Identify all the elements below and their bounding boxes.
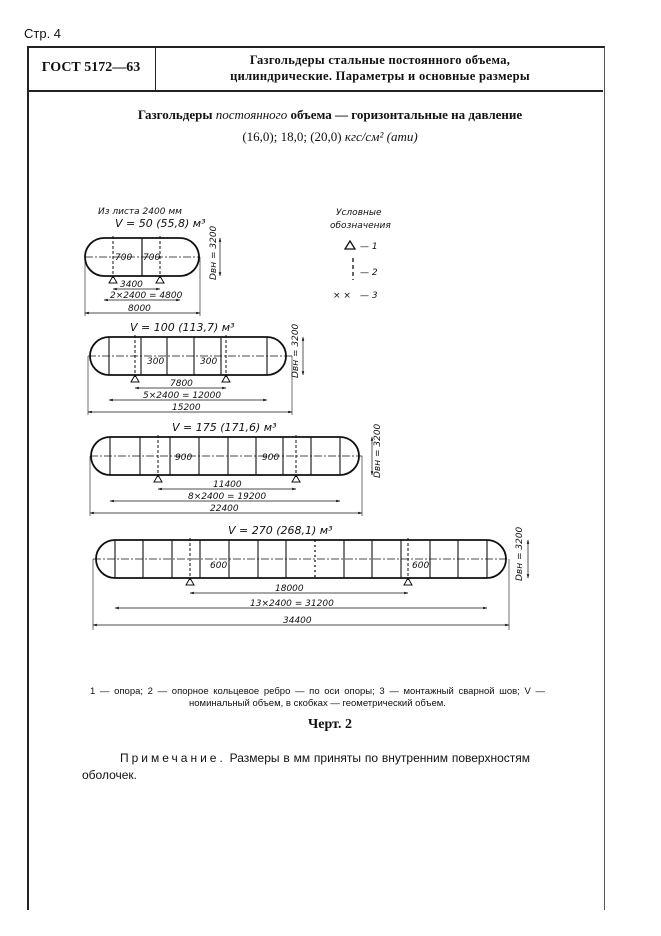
legend (330, 208, 391, 301)
tank-50-offset-left: 700 (115, 253, 133, 263)
note-text: Размеры в мм приняты по внутренним поверхностям оболочек. (82, 751, 530, 782)
note-lead: Примечание. (120, 751, 226, 765)
section-title-bold-1: Газгольдеры (137, 107, 213, 122)
tank-270-volume: V = 270 (268,1) м³ (228, 524, 333, 537)
tank-175-overall-length: 22400 (210, 504, 239, 514)
tank-100-support-span: 7800 (170, 379, 193, 389)
document-title-line-2: цилиндрические. Параметры и основные размеры (230, 69, 530, 83)
note (82, 750, 530, 784)
document-title-line-1: Газгольдеры стальные постоянного объема, (249, 53, 511, 67)
legend-item-3: — 3 (360, 291, 378, 301)
tank-100-shell-length: 5×2400 = 12000 (143, 391, 222, 401)
tank-50-diameter: Dвн = 3200 (209, 225, 219, 280)
tank-270-diameter: Dвн = 3200 (515, 526, 525, 581)
tank-175-support-span: 11400 (213, 480, 242, 490)
tank-100 (88, 321, 303, 415)
legend-item-1: — 1 (360, 242, 378, 252)
tank-100-diameter: Dвн = 3200 (291, 323, 301, 378)
tank-270-support-span: 18000 (275, 584, 304, 594)
tank-270-offset-right: 600 (412, 561, 430, 571)
tank-50-support-span: 3400 (120, 280, 143, 290)
tank-100-offset-left: 300 (147, 357, 165, 367)
tank-175-offset-right: 900 (262, 453, 280, 463)
tank-175-volume: V = 175 (171,6) м³ (172, 421, 277, 434)
tank-100-offset-right: 300 (200, 357, 218, 367)
tank-175-diameter: Dвн = 3200 (373, 423, 383, 478)
tank-50-overall-length: 8000 (128, 304, 151, 314)
tank-175-offset-left: 900 (175, 453, 193, 463)
tank-50-volume: V = 50 (55,8) м³ (115, 217, 206, 230)
figure-label: Черт. 2 (308, 717, 352, 732)
sheet-note: Из листа 2400 мм (98, 207, 182, 217)
tank-270-offset-left: 600 (210, 561, 228, 571)
tank-175-shell-length: 8×2400 = 19200 (188, 492, 267, 502)
tank-50-offset-right: 700 (143, 253, 161, 263)
legend-title-2: обозначения (330, 221, 391, 231)
tank-100-overall-length: 15200 (172, 403, 201, 413)
tank-50 (85, 217, 220, 316)
tank-175 (90, 421, 383, 516)
section-title-normal: постоянного (215, 107, 288, 122)
tank-270 (93, 524, 528, 630)
legend-item-2: — 2 (360, 268, 378, 278)
tank-100-volume: V = 100 (113,7) м³ (130, 321, 235, 334)
tank-50-shell-length: 2×2400 = 4800 (110, 291, 183, 301)
figure-caption: 1 — опора; 2 — опорное кольцевое ребро — по оси опоры; 3 — монтажный сварной шов; V — номинальный объем, в скобках — геометрический объем. (90, 686, 545, 709)
tank-270-overall-length: 34400 (283, 616, 312, 626)
standard-number: ГОСТ 5172—63 (27, 46, 156, 90)
tank-270-shell-length: 13×2400 = 31200 (250, 599, 334, 609)
legend-title-1: Условные (336, 208, 382, 218)
section-title-bold-2: объема — горизонтальные на давление (290, 107, 523, 122)
pressure-values: (16,0); 18,0; (20,0) (242, 129, 342, 144)
weld-cross-icon: × × (333, 291, 351, 301)
pressure-units: кгс/см² (ати) (344, 129, 418, 144)
page-number: Стр. 4 (24, 26, 62, 41)
support-triangle-icon (345, 241, 355, 249)
